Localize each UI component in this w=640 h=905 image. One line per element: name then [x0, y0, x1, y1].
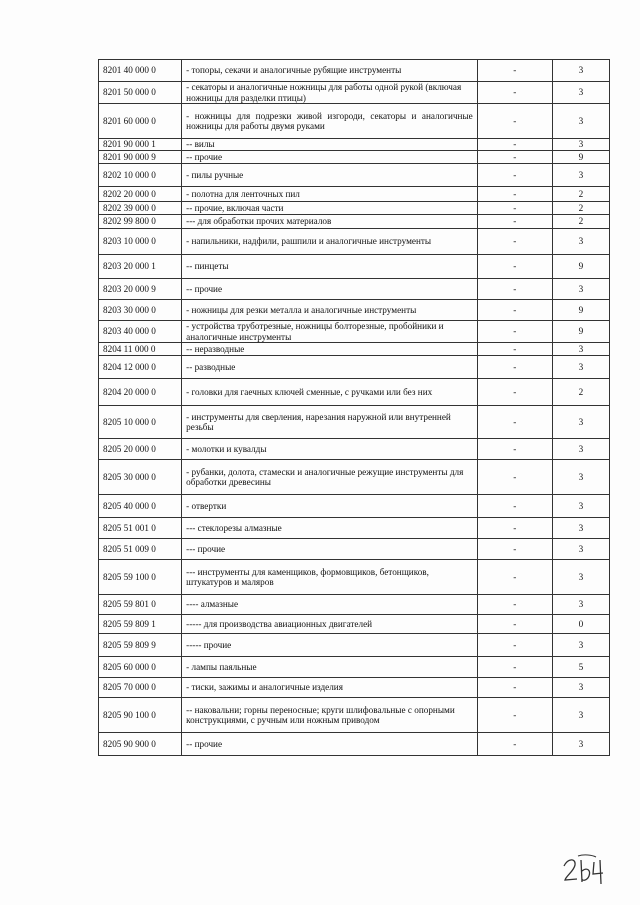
dash-cell: - [477, 82, 552, 104]
dash-cell: - [477, 60, 552, 82]
description-cell: --- инструменты для каменщиков, формовщиков, бетонщиков, штукатуров и маляров [182, 560, 478, 595]
tnved-code-cell: 8205 90 100 0 [99, 698, 182, 733]
dash-cell: - [477, 560, 552, 595]
duty-rate-cell: 3 [552, 229, 609, 255]
tnved-code-cell: 8204 11 000 0 [99, 343, 182, 356]
duty-rate-cell: 2 [552, 215, 609, 229]
table-row [99, 634, 610, 657]
table-row [99, 495, 610, 518]
description-cell: - лампы паяльные [182, 657, 478, 678]
duty-rate-cell: 3 [552, 356, 609, 379]
tnved-code-cell: 8205 59 100 0 [99, 560, 182, 595]
table-row [99, 518, 610, 539]
description-cell: - напильники, надфили, рашпили и аналогичные инструменты [182, 229, 478, 255]
tnved-code-cell: 8201 90 000 9 [99, 151, 182, 164]
table-row [99, 229, 610, 255]
tnved-code-cell: 8205 51 001 0 [99, 518, 182, 539]
duty-rate-cell: 3 [552, 560, 609, 595]
table-row [99, 300, 610, 321]
tnved-code-cell: 8205 30 000 0 [99, 460, 182, 495]
duty-rate-cell: 3 [552, 698, 609, 733]
description-cell: -- наковальни; горны переносные; круги шлифовальные с опорными конструкциями, с ручным или ножным приводом [182, 698, 478, 733]
table-row [99, 615, 610, 634]
tnved-code-cell: 8205 40 000 0 [99, 495, 182, 518]
description-cell: -- неразводные [182, 343, 478, 356]
duty-rate-cell: 3 [552, 595, 609, 615]
tnved-code-cell: 8205 59 809 1 [99, 615, 182, 634]
tnved-code-cell: 8202 39 000 0 [99, 202, 182, 215]
description-cell: -- вилы [182, 139, 478, 151]
table-row [99, 595, 610, 615]
duty-rate-cell: 3 [552, 539, 609, 560]
table-row [99, 139, 610, 151]
dash-cell: - [477, 657, 552, 678]
description-cell: - полотна для ленточных пил [182, 187, 478, 202]
table-row [99, 321, 610, 343]
table-row [99, 406, 610, 439]
dash-cell: - [477, 539, 552, 560]
table-row [99, 539, 610, 560]
description-cell: - ножницы для резки металла и аналогичные инструменты [182, 300, 478, 321]
duty-rate-cell: 0 [552, 615, 609, 634]
duty-rate-cell: 9 [552, 255, 609, 279]
dash-cell: - [477, 187, 552, 202]
tnved-code-cell: 8205 70 000 0 [99, 678, 182, 698]
duty-rate-cell: 3 [552, 518, 609, 539]
table-row [99, 202, 610, 215]
table-row [99, 343, 610, 356]
tnved-code-cell: 8203 10 000 0 [99, 229, 182, 255]
table-row [99, 60, 610, 82]
table-row [99, 460, 610, 495]
dash-cell: - [477, 215, 552, 229]
tnved-code-cell: 8202 99 800 0 [99, 215, 182, 229]
tnved-code-cell: 8203 20 000 1 [99, 255, 182, 279]
table-row [99, 678, 610, 698]
dash-cell: - [477, 343, 552, 356]
duty-rate-cell: 3 [552, 406, 609, 439]
duty-rate-cell: 9 [552, 151, 609, 164]
dash-cell: - [477, 139, 552, 151]
description-cell: -- разводные [182, 356, 478, 379]
duty-rate-cell: 3 [552, 634, 609, 657]
dash-cell: - [477, 164, 552, 187]
duty-rate-cell: 3 [552, 733, 609, 756]
duty-rate-cell: 3 [552, 343, 609, 356]
dash-cell: - [477, 321, 552, 343]
duty-rate-cell: 3 [552, 279, 609, 300]
description-cell: ----- прочие [182, 634, 478, 657]
tnved-code-cell: 8205 59 809 9 [99, 634, 182, 657]
dash-cell: - [477, 104, 552, 139]
description-cell: - тиски, зажимы и аналогичные изделия [182, 678, 478, 698]
tnved-code-cell: 8201 60 000 0 [99, 104, 182, 139]
duty-rate-cell: 3 [552, 678, 609, 698]
dash-cell: - [477, 151, 552, 164]
description-cell: - пилы ручные [182, 164, 478, 187]
dash-cell: - [477, 460, 552, 495]
table-row [99, 104, 610, 139]
dash-cell: - [477, 229, 552, 255]
tnved-code-cell: 8203 40 000 0 [99, 321, 182, 343]
dash-cell: - [477, 495, 552, 518]
tnved-code-cell: 8205 60 000 0 [99, 657, 182, 678]
tnved-code-cell: 8204 20 000 0 [99, 379, 182, 406]
duty-rate-cell: 9 [552, 321, 609, 343]
description-cell: ----- для производства авиационных двигателей [182, 615, 478, 634]
duty-rate-cell: 3 [552, 164, 609, 187]
duty-rate-cell: 3 [552, 82, 609, 104]
table-row [99, 279, 610, 300]
table-row [99, 733, 610, 756]
description-cell: -- пинцеты [182, 255, 478, 279]
tnved-code-cell: 8203 20 000 9 [99, 279, 182, 300]
table-row [99, 439, 610, 460]
duty-rate-cell: 9 [552, 300, 609, 321]
duty-rate-cell: 3 [552, 495, 609, 518]
dash-cell: - [477, 279, 552, 300]
handwritten-page-number [560, 852, 620, 888]
duty-rate-cell: 3 [552, 460, 609, 495]
table-row [99, 657, 610, 678]
dash-cell: - [477, 634, 552, 657]
tariff-table [98, 59, 610, 756]
description-cell: - головки для гаечных ключей сменные, с ручками или без них [182, 379, 478, 406]
description-cell: -- прочие [182, 151, 478, 164]
dash-cell: - [477, 300, 552, 321]
tnved-code-cell: 8205 51 009 0 [99, 539, 182, 560]
description-cell: --- прочие [182, 539, 478, 560]
dash-cell: - [477, 202, 552, 215]
description-cell: --- для обработки прочих материалов [182, 215, 478, 229]
tnved-code-cell: 8205 20 000 0 [99, 439, 182, 460]
description-cell: - устройства труботрезные, ножницы болторезные, пробойники и аналогичные инструменты [182, 321, 478, 343]
table-row [99, 164, 610, 187]
tnved-code-cell: 8205 10 000 0 [99, 406, 182, 439]
description-cell: --- стеклорезы алмазные [182, 518, 478, 539]
dash-cell: - [477, 698, 552, 733]
tnved-code-cell: 8201 90 000 1 [99, 139, 182, 151]
table-row [99, 82, 610, 104]
dash-cell: - [477, 733, 552, 756]
dash-cell: - [477, 615, 552, 634]
description-cell: - рубанки, долота, стамески и аналогичные режущие инструменты для обработки древесины [182, 460, 478, 495]
tnved-code-cell: 8201 40 000 0 [99, 60, 182, 82]
dash-cell: - [477, 439, 552, 460]
description-cell: - топоры, секачи и аналогичные рубящие инструменты [182, 60, 478, 82]
dash-cell: - [477, 406, 552, 439]
table-row [99, 187, 610, 202]
description-cell: -- прочие [182, 733, 478, 756]
tnved-code-cell: 8202 10 000 0 [99, 164, 182, 187]
duty-rate-cell: 2 [552, 187, 609, 202]
description-cell: - отвертки [182, 495, 478, 518]
table-row [99, 560, 610, 595]
tnved-code-cell: 8203 30 000 0 [99, 300, 182, 321]
table-row [99, 698, 610, 733]
duty-rate-cell: 2 [552, 379, 609, 406]
tnved-code-cell: 8202 20 000 0 [99, 187, 182, 202]
description-cell: - инструменты для сверления, нарезания наружной или внутренней резьбы [182, 406, 478, 439]
duty-rate-cell: 3 [552, 104, 609, 139]
dash-cell: - [477, 595, 552, 615]
description-cell: - ножницы для подрезки живой изгороди, секаторы и аналогичные ножницы для работы двумя руками [182, 104, 478, 139]
tariff-table-body [99, 60, 610, 756]
tnved-code-cell: 8205 59 801 0 [99, 595, 182, 615]
table-row [99, 356, 610, 379]
table-row [99, 215, 610, 229]
tnved-code-cell: 8205 90 900 0 [99, 733, 182, 756]
dash-cell: - [477, 379, 552, 406]
description-cell: - секаторы и аналогичные ножницы для работы одной рукой (включая ножницы для разделки птицы) [182, 82, 478, 104]
dash-cell: - [477, 678, 552, 698]
duty-rate-cell: 3 [552, 139, 609, 151]
description-cell: -- прочие, включая части [182, 202, 478, 215]
table-row [99, 255, 610, 279]
duty-rate-cell: 3 [552, 60, 609, 82]
dash-cell: - [477, 518, 552, 539]
description-cell: ---- алмазные [182, 595, 478, 615]
tnved-code-cell: 8201 50 000 0 [99, 82, 182, 104]
duty-rate-cell: 3 [552, 439, 609, 460]
dash-cell: - [477, 255, 552, 279]
table-row [99, 151, 610, 164]
table-row [99, 379, 610, 406]
dash-cell: - [477, 356, 552, 379]
description-cell: -- прочие [182, 279, 478, 300]
duty-rate-cell: 2 [552, 202, 609, 215]
duty-rate-cell: 5 [552, 657, 609, 678]
description-cell: - молотки и кувалды [182, 439, 478, 460]
tnved-code-cell: 8204 12 000 0 [99, 356, 182, 379]
